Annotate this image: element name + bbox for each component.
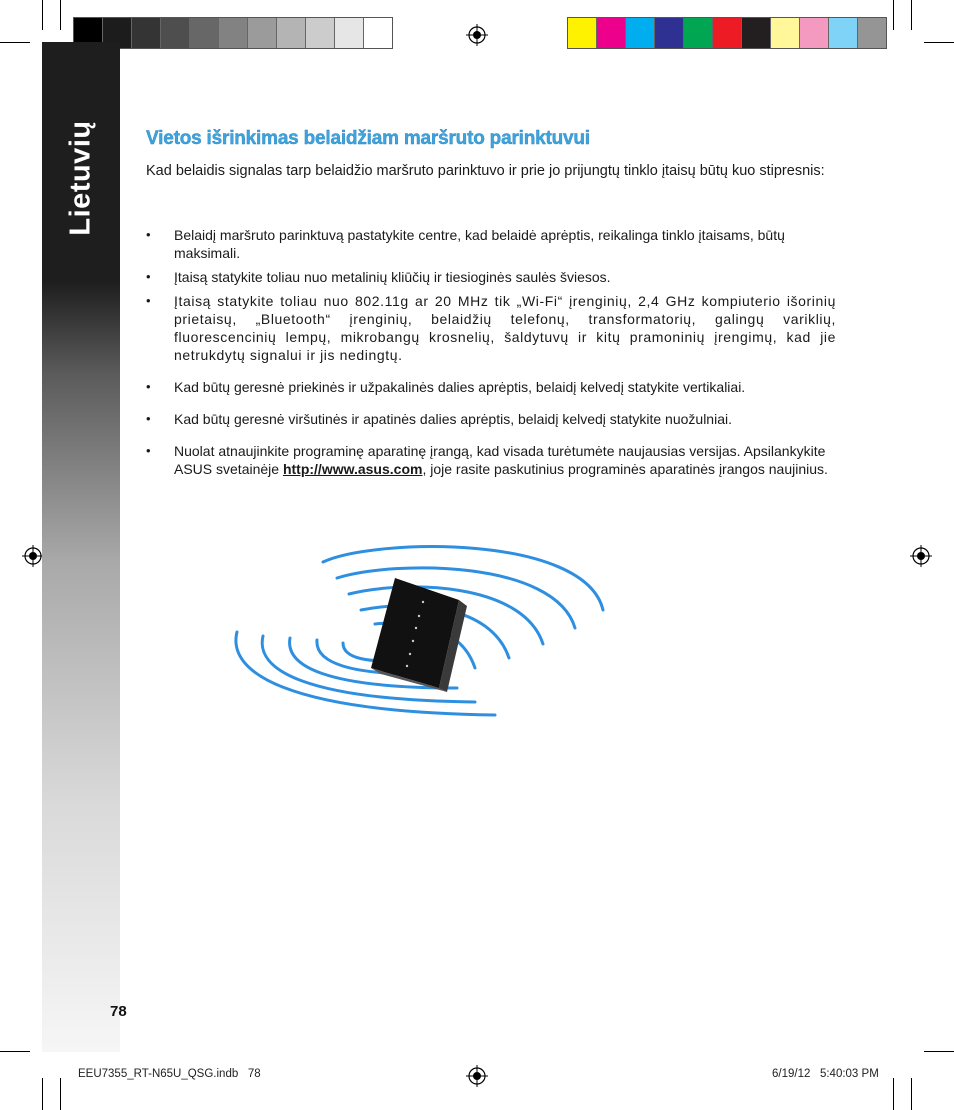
placement-tips-list <box>146 226 836 484</box>
color-swatch <box>568 18 597 48</box>
crop-mark <box>0 42 30 43</box>
crop-mark <box>924 1051 954 1052</box>
registration-mark-icon <box>466 24 488 46</box>
color-swatch <box>626 18 655 48</box>
language-tab-label: Lietuvių <box>64 120 97 236</box>
color-swatch <box>161 18 190 48</box>
registration-mark-icon <box>910 545 932 567</box>
color-swatch <box>713 18 742 48</box>
crop-mark <box>42 1078 43 1110</box>
color-swatch <box>190 18 219 48</box>
color-swatch <box>655 18 684 48</box>
list-item-text: , joje rasite paskutinius programinės aparatinės įrangos naujinius. <box>422 461 828 477</box>
crop-mark <box>924 42 954 43</box>
crop-mark <box>0 1051 30 1052</box>
crop-mark <box>60 1078 61 1110</box>
list-item <box>146 442 836 478</box>
crop-mark <box>60 0 61 30</box>
list-item-text: Nuolat atnaujinkite programinę aparatinę įrangą, kad visada turėtumėte naujausias versijas. Apsilankykite ASUS svetainėje <box>174 443 826 477</box>
color-swatch <box>335 18 364 48</box>
asus-website-link[interactable]: http://www.asus.com <box>282 461 423 477</box>
list-item: • Kad būtų geresnė priekinės ir užpakalinės dalies aprėptis, belaidį kelvedį statykite vertikaliai. <box>146 378 836 396</box>
color-swatch <box>248 18 277 48</box>
section-title: Vietos išrinkimas belaidžiam maršruto parinktuvui <box>146 128 590 149</box>
list-item: • Įtaisą statykite toliau nuo 802.11g ar 20 MHz tik „Wi-Fi“ įrenginių, 2,4 GHz kompiuterio išorinių prietaisų, „Bluetooth“ įrenginių, belaidžių telefonų, transformatorių, galingų variklių, fluorescencinių lempų, mikrobangų krosnelių, šaldytuvų ir kitų pramoninių įrengimų, kad jie netrukdytų signalui ir jis nedingtų. <box>146 292 836 364</box>
color-swatch <box>684 18 713 48</box>
color-swatch <box>771 18 800 48</box>
footer-timestamp: 6/19/12 5:40:03 PM <box>772 1068 879 1080</box>
color-swatch <box>364 18 392 48</box>
router-device-icon <box>371 578 467 692</box>
list-item: • Įtaisą statykite toliau nuo metalinių kliūčių ir tiesioginės saulės šviesos. <box>146 268 836 286</box>
color-swatch <box>742 18 771 48</box>
crop-mark <box>911 0 912 30</box>
color-swatch <box>829 18 858 48</box>
process-color-bar <box>567 17 887 49</box>
list-item: • Belaidį maršruto parinktuvą pastatykite centre, kad belaidė aprėptis, reikalinga tinklo įtaisams, būtų maksimali. <box>146 226 836 262</box>
list-item: • Kad būtų geresnė viršutinės ir apatinės dalies aprėptis, belaidį kelvedį statykite nuožulniai. <box>146 410 836 428</box>
registration-mark-icon <box>22 545 44 567</box>
color-swatch <box>306 18 335 48</box>
router-signal-illustration <box>225 540 625 720</box>
page-number: 78 <box>110 1003 127 1020</box>
registration-mark-icon <box>466 1065 488 1087</box>
crop-mark <box>42 0 43 30</box>
crop-mark <box>893 1078 894 1110</box>
crop-mark <box>893 0 894 30</box>
color-swatch <box>219 18 248 48</box>
color-swatch <box>277 18 306 48</box>
crop-mark <box>911 1078 912 1110</box>
color-swatch <box>858 18 886 48</box>
footer-file-name: EEU7355_RT-N65U_QSG.indb 78 <box>78 1068 261 1080</box>
intro-paragraph: Kad belaidis signalas tarp belaidžio maršruto parinktuvo ir prie jo prijungtų tinklo įtaisų būtų kuo stipresnis: <box>146 163 825 179</box>
color-swatch <box>597 18 626 48</box>
grayscale-color-bar <box>73 17 393 49</box>
color-swatch <box>132 18 161 48</box>
color-swatch <box>800 18 829 48</box>
